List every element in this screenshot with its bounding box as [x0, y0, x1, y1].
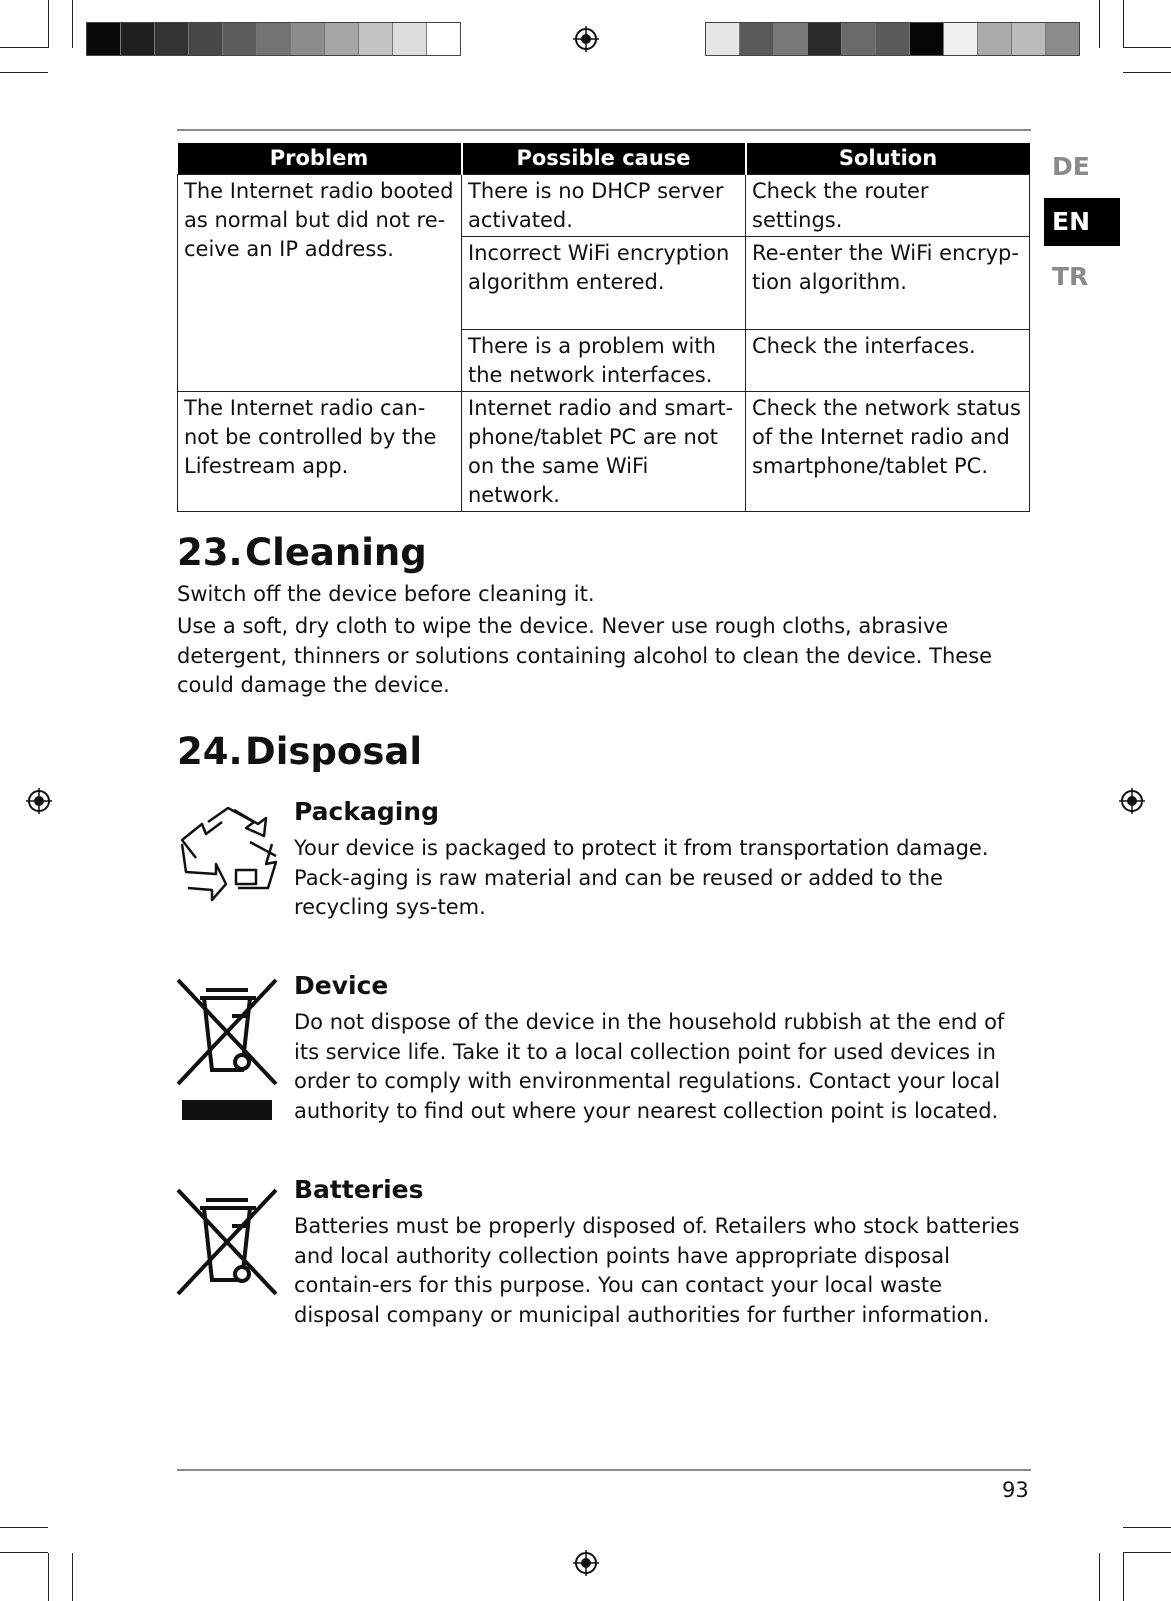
grayscale-bar — [86, 22, 461, 56]
section-title: Disposal — [245, 730, 422, 773]
problem-cell: The Internet radio booted as normal but did not re-ceive an IP address. — [178, 175, 462, 392]
crop-mark — [1123, 47, 1171, 48]
crop-mark — [1123, 72, 1171, 73]
crop-mark — [1123, 1527, 1171, 1528]
packaging-title: Packaging — [294, 797, 439, 826]
packaging-text: Your device is packaged to protect it from transportation damage. Pack-aging is raw material and can be reused or added to the recycling sys-tem. — [294, 836, 989, 919]
troubleshooting-table — [177, 143, 1030, 512]
crop-mark — [48, 0, 49, 48]
crop-mark — [1123, 1553, 1124, 1601]
cause-cell: There is no DHCP server activated. — [462, 175, 746, 237]
crossed-bin-icon — [176, 1186, 280, 1298]
column-header-problem: Problem — [178, 143, 462, 175]
table-row — [178, 175, 1030, 237]
table-row — [178, 392, 1030, 512]
recycling-icon — [176, 800, 280, 904]
device-text: Do not dispose of the device in the household rubbish at the end of its service life. Take it to a local collection point for used devices in order to comply with environmental regulations. Contact your local authority to find out where your nearest collection point is located. — [294, 1010, 1005, 1123]
lang-tab-tr[interactable]: TR — [1052, 262, 1089, 291]
registration-mark-icon — [26, 788, 52, 814]
lang-tab-de[interactable]: DE — [1052, 152, 1090, 181]
batteries-title: Batteries — [294, 1175, 424, 1204]
crop-mark — [0, 47, 48, 48]
section-title: Cleaning — [245, 531, 427, 574]
solution-cell: Check the interfaces. — [746, 330, 1030, 392]
cleaning-paragraph: Switch off the device before cleaning it. — [177, 582, 595, 606]
disposal-heading — [177, 730, 422, 774]
page-number: 93 — [1002, 1478, 1029, 1502]
registration-mark-icon — [573, 26, 599, 52]
crop-mark — [0, 1527, 48, 1528]
solution-cell: Check the router settings. — [746, 175, 1030, 237]
registration-mark-icon — [1119, 788, 1145, 814]
problem-cell: The Internet radio can-not be controlled by the Lifestream app. — [178, 392, 462, 512]
cleaning-paragraph: Use a soft, dry cloth to wipe the device. Never use rough cloths, abrasive detergent, thinners or solutions containing alcohol to clean the device. These could damage the device. — [177, 614, 993, 697]
top-rule — [177, 129, 1031, 131]
solution-cell: Re-enter the WiFi encryp-tion algorithm. — [746, 237, 1030, 330]
crop-mark — [1099, 1553, 1100, 1601]
section-number: 24. — [177, 730, 243, 773]
cause-cell: There is a problem with the network interfaces. — [462, 330, 746, 392]
lang-tab-en[interactable]: EN — [1044, 198, 1120, 246]
crop-mark — [0, 72, 48, 73]
bottom-rule — [177, 1469, 1031, 1471]
crop-mark — [1099, 0, 1100, 48]
table-header-row — [178, 143, 1030, 175]
crop-mark — [1123, 0, 1124, 48]
section-number: 23. — [177, 531, 243, 574]
crop-mark — [72, 0, 73, 48]
cause-cell: Internet radio and smart-phone/tablet PC are not on the same WiFi network. — [462, 392, 746, 512]
crop-mark — [1123, 1552, 1171, 1553]
device-title: Device — [294, 971, 389, 1000]
crop-mark — [0, 1552, 48, 1553]
cause-cell: Incorrect WiFi encryption algorithm entered. — [462, 237, 746, 330]
crop-mark — [48, 1553, 49, 1601]
color-bar — [705, 22, 1080, 56]
crossed-bin-bar-icon — [176, 976, 280, 1126]
cleaning-heading — [177, 531, 427, 575]
column-header-solution: Solution — [746, 143, 1030, 175]
solution-cell: Check the network status of the Internet radio and smartphone/tablet PC. — [746, 392, 1030, 512]
registration-mark-icon — [573, 1550, 599, 1576]
crop-mark — [72, 1553, 73, 1601]
column-header-cause: Possible cause — [462, 143, 746, 175]
batteries-text: Batteries must be properly disposed of. Retailers who stock batteries and local authority collection points have appropriate disposal contain-ers for this purpose. You can contact your local waste disposal company or municipal authorities for further information. — [294, 1214, 1020, 1327]
